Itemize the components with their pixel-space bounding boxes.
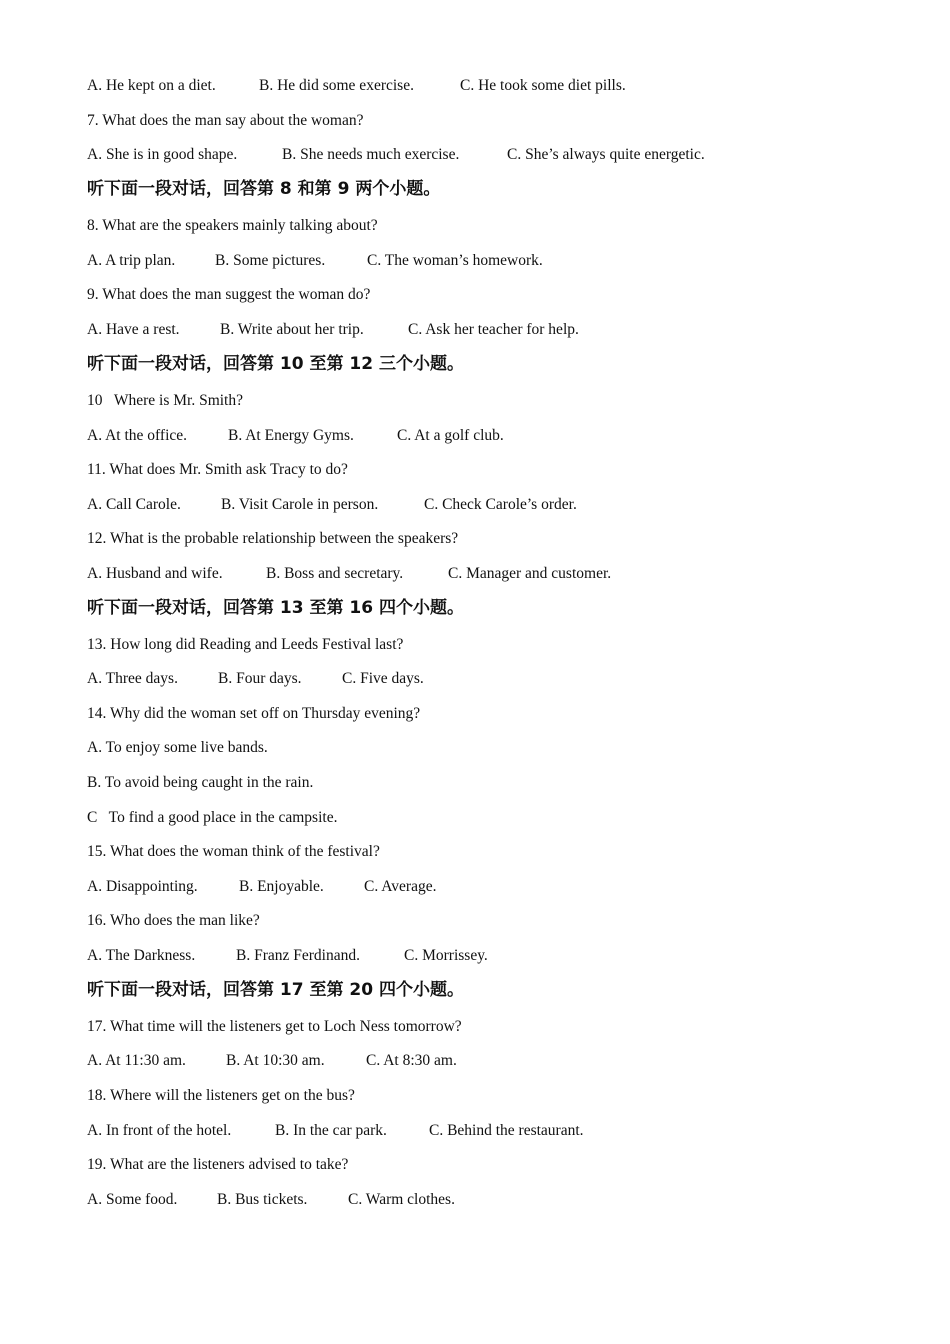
q16-option-a: A. The Darkness. <box>87 947 196 964</box>
q10-options <box>87 426 887 446</box>
q17-option-c: C. At 8:30 am. <box>366 1052 457 1069</box>
q17-option-a: A. At 11:30 am. <box>87 1052 186 1069</box>
q9-question: 9. What does the man suggest the woman do? <box>87 286 371 303</box>
q8-option-a: A. A trip plan. <box>87 252 176 269</box>
q16-options <box>87 946 887 966</box>
q14-question: 14. Why did the woman set off on Thursday evening? <box>87 705 421 722</box>
q19-options <box>87 1190 887 1210</box>
q8-option-b: B. Some pictures. <box>215 252 326 269</box>
q14-option-c: C To find a good place in the campsite. <box>87 809 338 826</box>
q9-option-c: C. Ask her teacher for help. <box>408 321 579 338</box>
section-heading-10-12: 听下面一段对话，回答第 10 至第 12 三个小题。 <box>87 354 464 374</box>
q9-option-b: B. Write about her trip. <box>220 321 364 338</box>
q18-option-a: A. In front of the hotel. <box>87 1122 232 1139</box>
q13-option-c: C. Five days. <box>342 670 424 687</box>
q19-option-c: C. Warm clothes. <box>348 1191 455 1208</box>
q12-option-c: C. Manager and customer. <box>448 565 612 582</box>
q15-option-a: A. Disappointing. <box>87 878 198 895</box>
q10-option-c: C. At a golf club. <box>397 427 504 444</box>
q13-option-a: A. Three days. <box>87 670 178 687</box>
q9-option-a: A. Have a rest. <box>87 321 180 338</box>
q15-question: 15. What does the woman think of the festival? <box>87 843 380 860</box>
q15-option-c: C. Average. <box>364 878 437 895</box>
q15-options <box>87 877 887 897</box>
q14-option-b: B. To avoid being caught in the rain. <box>87 774 314 791</box>
q11-option-c: C. Check Carole’s order. <box>424 496 577 513</box>
q14-option-a: A. To enjoy some live bands. <box>87 739 268 756</box>
q13-question: 13. How long did Reading and Leeds Festival last? <box>87 636 404 653</box>
q16-option-c: C. Morrissey. <box>404 947 488 964</box>
q6-option-c: C. He took some diet pills. <box>460 77 626 94</box>
q17-question: 17. What time will the listeners get to Loch Ness tomorrow? <box>87 1018 462 1035</box>
q12-options <box>87 564 887 584</box>
q8-options <box>87 251 887 271</box>
q16-question: 16. Who does the man like? <box>87 912 260 929</box>
q7-option-a: A. She is in good shape. <box>87 146 238 163</box>
q6-option-a: A. He kept on a diet. <box>87 77 216 94</box>
q7-options <box>87 145 887 165</box>
section-heading-8-9: 听下面一段对话，回答第 8 和第 9 两个小题。 <box>87 179 441 199</box>
q7-option-c: C. She’s always quite energetic. <box>507 146 705 163</box>
q19-option-a: A. Some food. <box>87 1191 178 1208</box>
q12-question: 12. What is the probable relationship between the speakers? <box>87 530 459 547</box>
section-heading-17-20: 听下面一段对话，回答第 17 至第 20 四个小题。 <box>87 980 464 1000</box>
q10-option-a: A. At the office. <box>87 427 188 444</box>
q18-option-b: B. In the car park. <box>275 1122 387 1139</box>
q8-question: 8. What are the speakers mainly talking about? <box>87 217 378 234</box>
q19-question: 19. What are the listeners advised to take? <box>87 1156 349 1173</box>
q6-options <box>87 76 887 96</box>
q13-options <box>87 669 887 689</box>
q18-question: 18. Where will the listeners get on the bus? <box>87 1087 355 1104</box>
q11-question: 11. What does Mr. Smith ask Tracy to do? <box>87 461 348 478</box>
q12-option-a: A. Husband and wife. <box>87 565 223 582</box>
q11-options <box>87 495 887 515</box>
q11-option-a: A. Call Carole. <box>87 496 181 513</box>
q17-options <box>87 1051 887 1071</box>
q17-option-b: B. At 10:30 am. <box>226 1052 325 1069</box>
q18-options <box>87 1121 887 1141</box>
q13-option-b: B. Four days. <box>218 670 302 687</box>
q12-option-b: B. Boss and secretary. <box>266 565 404 582</box>
q9-options <box>87 320 887 340</box>
q7-question: 7. What does the man say about the woman? <box>87 112 364 129</box>
q11-option-b: B. Visit Carole in person. <box>221 496 379 513</box>
q18-option-c: C. Behind the restaurant. <box>429 1122 584 1139</box>
section-heading-13-16: 听下面一段对话，回答第 13 至第 16 四个小题。 <box>87 598 464 618</box>
q6-option-b: B. He did some exercise. <box>259 77 414 94</box>
q10-question: 10 Where is Mr. Smith? <box>87 392 243 409</box>
q19-option-b: B. Bus tickets. <box>217 1191 308 1208</box>
q16-option-b: B. Franz Ferdinand. <box>236 947 360 964</box>
q15-option-b: B. Enjoyable. <box>239 878 324 895</box>
q10-option-b: B. At Energy Gyms. <box>228 427 354 444</box>
q8-option-c: C. The woman’s homework. <box>367 252 543 269</box>
q7-option-b: B. She needs much exercise. <box>282 146 460 163</box>
